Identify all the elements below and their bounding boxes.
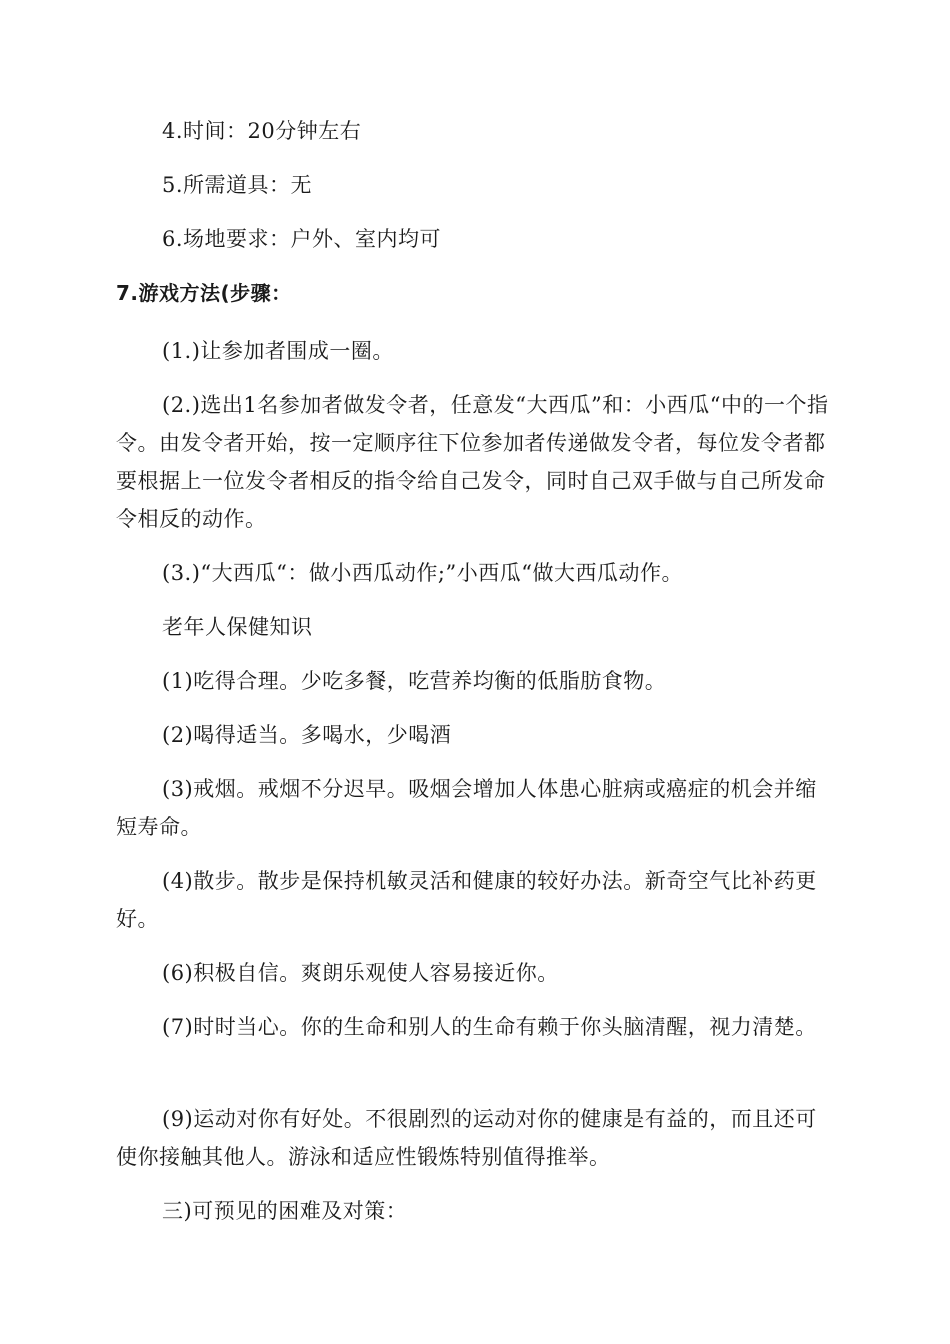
- tip-4: (4)散步。散步是保持机敏灵活和健康的较好办法。新奇空气比补药更好。: [116, 869, 817, 931]
- step-3: (3.)“大西瓜“：做小西瓜动作;”小西瓜“做大西瓜动作。: [162, 561, 683, 585]
- tip-1: (1)吃得合理。少吃多餐，吃营养均衡的低脂肪食物。: [162, 669, 667, 693]
- section-heading-difficulties: 三)可预见的困难及对策：: [162, 1199, 408, 1223]
- section-heading-game-method: 7.游戏方法(步骤：: [116, 281, 292, 305]
- tip-6: (6)积极自信。爽朗乐观使人容易接近你。: [162, 961, 559, 985]
- tip-2: (2)喝得适当。多喝水，少喝酒: [162, 723, 452, 747]
- tip-7: (7)时时当心。你的生命和别人的生命有赖于你头脑清醒，视力清楚。: [162, 1015, 817, 1039]
- tip-9: (9)运动对你有好处。不很剧烈的运动对你的健康是有益的，而且还可使你接触其他人。游泳和适应性锻炼特别值得推举。: [116, 1107, 817, 1169]
- item-time: 4.时间：20分钟左右: [162, 119, 362, 143]
- item-props: 5.所需道具：无: [162, 173, 313, 197]
- item-venue: 6.场地要求：户外、室内均可: [162, 227, 442, 251]
- section-heading-health: 老年人保健知识: [162, 615, 313, 639]
- step-2: (2.)选出1名参加者做发令者，任意发“大西瓜”和：小西瓜“中的一个指令。由发令者开始，按一定顺序往下位参加者传递做发令者，每位发令者都要根据上一位发令者相反的指令给自己发令，同时自己双手做与自己所发命令相反的动作。: [116, 393, 829, 531]
- step-1: (1.)让参加者围成一圈。: [162, 339, 394, 363]
- tip-3: (3)戒烟。戒烟不分迟早。吸烟会增加人体患心脏病或癌症的机会并缩短寿命。: [116, 777, 817, 839]
